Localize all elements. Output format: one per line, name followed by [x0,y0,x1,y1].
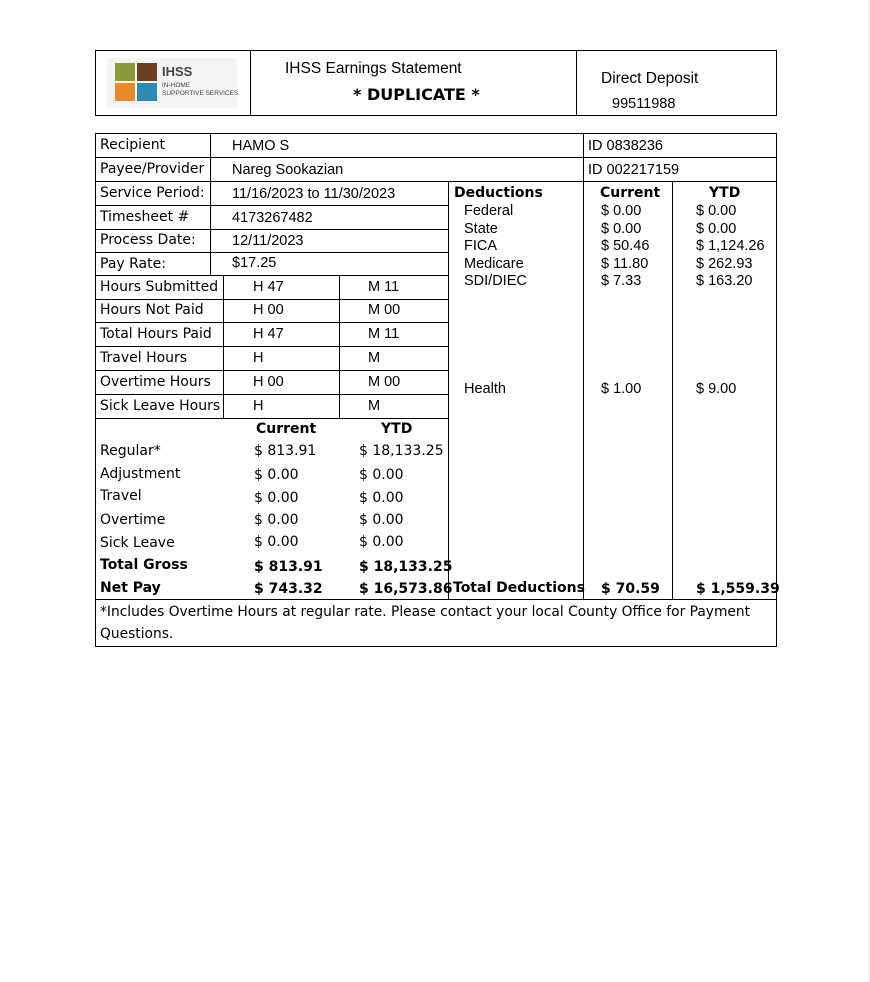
footnote-line1: *Includes Overtime Hours at regular rate. Please contact your local County Office for Payment [100,604,751,620]
row-divider [95,252,449,253]
hours-h-divider [223,275,224,418]
payee-id: ID 002217159 [588,162,680,178]
deduction-ytd: $ 163.20 [696,273,753,289]
deduction-ytd: $ 0.00 [696,203,737,219]
health-current: $ 1.00 [601,381,642,397]
hours-m-value: M 11 [368,326,400,342]
hours-h-value: H 00 [253,302,284,318]
row-divider [95,346,449,347]
hours-h-value: H [253,398,264,414]
earnings-current: $ 0.00 [254,534,299,550]
ihss-logo [107,58,237,108]
duplicate-label: * DUPLICATE * [353,85,480,104]
hours-h-value: H 47 [253,326,284,342]
deduction-ytd: $ 262.93 [696,256,753,272]
deduction-label: FICA [464,238,498,254]
total-deductions-label: Total Deductions [453,580,585,596]
total-deductions-current: $ 70.59 [601,581,660,597]
hours-m-value: M [368,398,381,414]
statement-title: IHSS Earnings Statement [285,60,462,77]
earnings-current: $ 0.00 [254,467,299,483]
hours-m-value: M 00 [368,302,401,318]
deductions-ytd-header: YTD [709,185,741,201]
earnings-current-header: Current [256,421,317,437]
logo-square-brown [137,63,157,81]
hours-h-value: H [253,350,264,366]
deduction-ytd: $ 1,124.26 [696,238,765,254]
row-divider [95,370,449,371]
deductions-current-header: Current [600,185,661,201]
net-pay-label: Net Pay [100,580,161,596]
row-divider [95,181,777,182]
hours-h-value: H 00 [253,374,284,390]
logo-line2: SUPPORTIVE SERVICES [162,90,239,97]
deductions-title: Deductions [454,185,543,201]
payee-value: Nareg Sookazian [232,162,344,178]
earnings-current: $ 0.00 [254,490,299,506]
recipient-id: ID 0838236 [588,138,663,154]
process-date-label: Process Date: [100,232,196,248]
left-panel-divider [448,181,449,599]
hours-m-value: M 11 [368,279,400,295]
row-divider [95,418,449,419]
deduction-current: $ 0.00 [601,221,642,237]
earnings-ytd: $ 0.00 [359,534,404,550]
row-divider [95,299,449,300]
logo-square-blue [137,83,157,101]
earnings-label: Travel [100,488,142,504]
earnings-label: Adjustment [100,466,181,482]
earnings-ytd-header: YTD [381,421,413,437]
recipient-value: HAMO S [232,138,290,154]
row-divider [95,205,449,206]
direct-deposit-label: Direct Deposit [601,70,699,87]
hours-h-value: H 47 [253,279,284,295]
deduction-label: Medicare [464,256,524,272]
logo-name: IHSS [162,64,193,79]
header-divider [250,50,251,116]
id-col-divider [583,133,584,599]
earnings-current: $ 0.00 [254,512,299,528]
timesheet-label: Timesheet # [100,209,190,225]
health-label: Health [464,381,506,397]
health-ytd: $ 9.00 [696,381,737,397]
pay-rate-value: $17.25 [232,255,277,271]
row-divider [95,322,449,323]
logo-square-orange [115,83,135,101]
hours-label: Travel Hours [100,350,188,366]
timesheet-value: 4173267482 [232,210,313,226]
recipient-label: Recipient [100,137,166,153]
deduction-current: $ 11.80 [601,256,649,272]
earnings-ytd: $ 0.00 [359,490,404,506]
footnote-divider [95,599,777,600]
direct-deposit-number: 99511988 [612,96,676,112]
hours-label: Hours Not Paid [100,302,204,318]
service-period-label: Service Period: [100,185,205,201]
earnings-label: Sick Leave [100,535,175,551]
row-divider [95,157,777,158]
deduction-label: SDI/DIEC [464,273,527,289]
deduction-current: $ 50.46 [601,238,650,254]
logo-square-green [115,63,135,81]
ytd-col-divider [672,181,673,599]
deduction-label: Federal [464,203,514,219]
label-col-divider [210,133,211,276]
earnings-label: Regular* [100,443,161,459]
hours-label: Hours Submitted [100,279,219,295]
hours-m-value: M 00 [368,374,401,390]
net-pay-ytd: $ 16,573.86 [359,581,453,597]
pay-rate-label: Pay Rate: [100,256,166,272]
hours-label: Total Hours Paid [100,326,212,342]
row-divider [95,229,449,230]
earnings-label: Overtime [100,512,166,528]
payee-label: Payee/Provider [100,161,205,177]
net-pay-current: $ 743.32 [254,581,323,597]
row-divider [95,275,449,276]
earnings-ytd: $ 0.00 [359,512,404,528]
deduction-current: $ 7.33 [601,273,642,289]
footnote-line2: Questions. [100,626,174,642]
process-date-value: 12/11/2023 [232,233,304,249]
earnings-ytd: $ 0.00 [359,467,404,483]
total-gross-ytd: $ 18,133.25 [359,559,453,575]
deduction-ytd: $ 0.00 [696,221,737,237]
total-gross-label: Total Gross [100,557,188,573]
total-deductions-ytd: $ 1,559.39 [696,581,780,597]
hours-m-divider [339,275,340,418]
hours-m-value: M [368,350,381,366]
total-gross-current: $ 813.91 [254,559,323,575]
earnings-ytd: $ 18,133.25 [359,443,444,459]
earnings-current: $ 813.91 [254,443,317,459]
service-period-value: 11/16/2023 to 11/30/2023 [232,186,396,202]
logo-line1: IN-HOME [162,82,191,89]
hours-label: Sick Leave Hours [100,398,221,414]
deduction-current: $ 0.00 [601,203,642,219]
hours-label: Overtime Hours [100,374,211,390]
header-divider [576,50,577,116]
deduction-label: State [464,221,498,237]
row-divider [95,394,449,395]
